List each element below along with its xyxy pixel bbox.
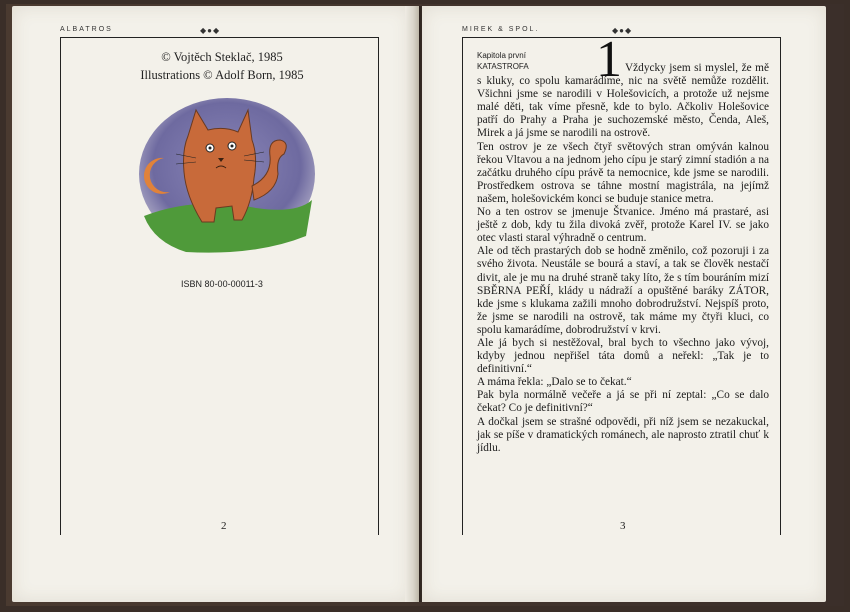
chapter-label: Kapitola první	[477, 51, 526, 60]
isbn: ISBN 80-00-00011-3	[181, 279, 263, 289]
paragraph: Pak byla normálně večeře a já se při ní zeptal: „Co se dalo čekat? Co je definitivní?“	[477, 389, 769, 415]
page-number-right: 3	[620, 520, 626, 532]
chapter-title: KATASTROFA	[477, 62, 529, 71]
paragraph: A máma řekla: „Dalo se to čekat.“	[477, 376, 632, 389]
frame-side-right-inner	[462, 37, 463, 535]
frame-side-left-outer	[60, 37, 61, 535]
cat-illustration	[136, 96, 318, 256]
book-gutter	[405, 6, 419, 602]
paragraph: No a ten ostrov se jmenuje Štvanice. Jméno má prastaré, asi ještě z dob, kdy tu žila divoká zvěř, protože Karel IV. se jako otec vlasti staral výhradně o centrum.	[477, 206, 769, 245]
paragraph: Ale já bych si nestěžoval, bral bych to všechno jako vývoj, kdyby jednou nepřišel táta domů a neřekl: „Tak je to definitivní.“	[477, 336, 769, 376]
running-head-left: ALBATROS	[60, 26, 113, 33]
page-number-left: 2	[221, 520, 227, 532]
drop-cap: 1	[596, 31, 622, 88]
paragraph: Ten ostrov je ze všech čtyř světových stran omýván kalnou řekou Vltavou a na jednom jeho cípu je starý zimní stadión a na začátku druhého cípu právě ta nemocnice, kde jsme se narodili. Prostředkem ostrova se táhne mostní magistrála, na jejímž našem, holešovickém konci se buduje stanice metra.	[477, 140, 769, 205]
copyright-illustrations: Illustrations © Adolf Born, 1985	[140, 68, 304, 82]
frame-side-right-outer	[780, 37, 781, 535]
running-head-right: MIREK & SPOL.	[462, 26, 540, 33]
frame-top-left	[60, 37, 378, 38]
paragraph: Vždycky jsem si myslel, že mě s kluky, co spolu kamarádíme, nic na světě nemůže rozdělit. Všichni jsme se narodili v Holešovicích, a protože už nejsme malé děti, tak víme přesně, kde to bylo. Ačkoliv Holešovice patří do Prahy a Praha je suchozemské město, Čenda, Aleš, Mirek a já jsme se narodili na ostrově.	[477, 62, 769, 140]
ornament-left: ◆●◆	[200, 26, 221, 35]
paragraph: A dočkal jsem se strašné odpovědi, při níž jsem se nezakuckal, jak se píše v dramatických románech, ale naprosto ztratil chuť k jídlu.	[477, 415, 769, 454]
ornament-right: ◆●◆	[612, 26, 633, 35]
chapter-body	[477, 62, 769, 455]
copyright-author: © Vojtěch Steklač, 1985	[161, 50, 283, 64]
paragraph: Ale od těch prastarých dob se hodně změnilo, což pozoruji i za svého života. Neustále se bourá a staví, a tak se člověk nestačí divit, ale je mu na druhé straně taky líto, že s tím bouráním mizí SBĚRNA PEŘÍ, klády u nádraží a opuštěné baráky ZÁTOR, kde jsme s klukama zažili mnoho dobrodružství. Nejspíš proto, že jsme se narodili na ostrově, tak máme my čtyři kluci, co spolu kamarádíme, dobrodružství v krvi.	[477, 245, 769, 336]
